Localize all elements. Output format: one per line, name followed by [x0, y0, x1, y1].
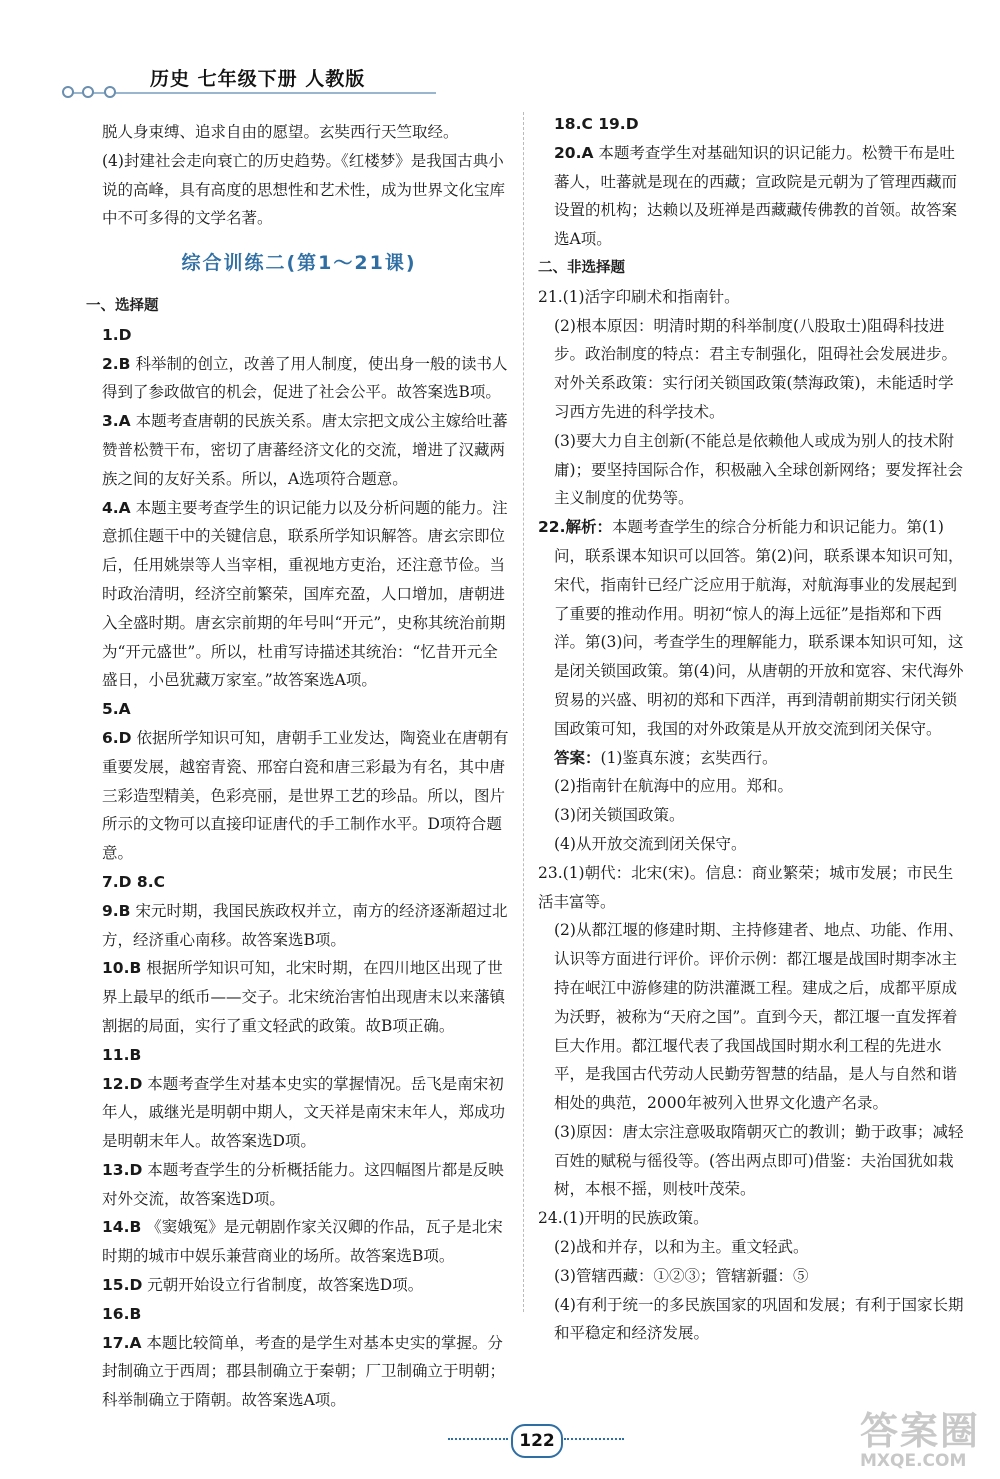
- answer-number: 5.A: [102, 700, 131, 719]
- answer-number: 2.B: [102, 354, 131, 373]
- question-21-part: (2)根本原因：明清时期的科举制度(八股取士)阻碍科技进步。政治制度的特点：君主专制强化，阻碍社会发展进步。对外关系政策：实行闭关锁国政策(禁海政策)，未能适时学习西方先进的科学技术。: [554, 316, 958, 421]
- question-22-label: 22.解析：: [538, 518, 612, 537]
- answer-number: 17.A: [102, 1333, 142, 1352]
- answer-number: 18.C 19.D: [554, 115, 639, 133]
- answer-item: [86, 407, 512, 493]
- right-column: [538, 110, 968, 1348]
- header-dot: [82, 86, 94, 98]
- header-rule: [66, 92, 436, 94]
- subsection-title: 二、非选择题: [538, 259, 625, 276]
- answer-label: 答案：: [554, 748, 601, 767]
- answer-item: [86, 954, 512, 1040]
- header-title: 历史 七年级下册 人教版: [150, 68, 366, 90]
- answer-item: [86, 695, 512, 724]
- answer-number: 15.D: [102, 1276, 143, 1295]
- answer-item: [86, 350, 512, 408]
- watermark-logo: [860, 1400, 990, 1475]
- answer-item: [86, 1156, 512, 1214]
- answer-line: (2)指南针在航海中的应用。郑和。: [554, 777, 793, 796]
- header-dot: [62, 86, 74, 98]
- intro-paragraph: (4)封建社会走向衰亡的历史趋势。《红楼梦》是我国古典小说的高峰，具有高度的思想性和艺术性，成为世界文化宝库中不可多得的文学名著。: [102, 151, 506, 228]
- question-24-part: (4)有利于统一的多民族国家的巩固和发展；有利于国家长期和平稳定和经济发展。: [554, 1295, 964, 1343]
- answer-number: 1.D: [102, 325, 132, 344]
- answer-explanation: 本题考查学生对基础知识的识记能力。松赞干布是吐蕃人，吐蕃就是现在的西藏；宣政院是元朝为了管理西藏而设置的机构；达赖以及班禅是西藏藏传佛教的首领。故答案选A项。: [554, 143, 958, 249]
- answer-number: 6.D: [102, 728, 132, 747]
- answer-text: (1)鉴真东渡；玄奘西行。: [600, 748, 778, 767]
- answer-item: [86, 1213, 512, 1271]
- answer-explanation: 宋元时期，我国民族政权并立，南方的经济逐渐超过北方，经济重心南移。故答案选B项。: [102, 901, 508, 949]
- question-23-part: 23.(1)朝代：北宋(宋)。信息：商业繁荣；城市发展；市民生活丰富等。: [538, 863, 954, 911]
- question-24-part: (3)管辖西藏：①②③；管辖新疆：⑤: [554, 1266, 809, 1285]
- answer-list: [86, 321, 512, 1415]
- column-divider: [523, 112, 524, 1312]
- page-number: 122: [511, 1424, 563, 1458]
- answer-item: [86, 1300, 512, 1329]
- answer-explanation: 根据所学知识可知，北宋时期，在四川地区出现了世界上最早的纸币——交子。北宋统治害怕出现唐末以来藩镇割据的局面，实行了重文轻武的政策。故B项正确。: [102, 959, 506, 1035]
- question-24-part: (2)战和并存，以和为主。重文轻武。: [554, 1238, 809, 1257]
- answer-item: [86, 724, 512, 868]
- answer-explanation: 本题考查唐朝的民族关系。唐太宗把文成公主嫁给吐蕃赞普松赞干布，密切了唐蕃经济文化的交流，增进了汉藏两族之间的友好关系。所以，A选项符合题意。: [102, 412, 508, 488]
- answer-number: 20.A: [554, 143, 594, 162]
- answer-line: (4)从开放交流到闭关保守。: [554, 834, 747, 853]
- question-24-part: 24.(1)开明的民族政策。: [538, 1209, 709, 1228]
- answer-number: 16.B: [102, 1304, 142, 1323]
- answer-number: 3.A: [102, 412, 131, 431]
- answer-line: [538, 744, 968, 773]
- answer-number: 9.B: [102, 901, 131, 920]
- header-dot: [104, 86, 116, 98]
- footer-dots: [448, 1438, 508, 1440]
- answer-line: (3)闭关锁国政策。: [554, 806, 685, 825]
- answer-item: [538, 110, 968, 139]
- question-23-part: (2)从都江堰的修建时期、主持修建者、地点、功能、作用、认识等方面进行评价。评价示例：都江堰是战国时期李冰主持在岷江中游修建的防洪灌溉工程。建成之后，成都平原成为沃野，被称为“天府之国”。直到今天，都江堰一直发挥着巨大作用。都江堰代表了我国战国时期水利工程的先进水平，是我国古代劳动人民勤劳智慧的结晶，是人与自然和谐相处的典范，2000年被列入世界文化遗产名录。: [554, 921, 964, 1113]
- answer-explanation: 本题考查学生对基本史实的掌握情况。岳飞是南宋初年人，戚继光是明朝中期人，文天祥是南宋末年人，郑成功是明朝末年人。故答案选D项。: [102, 1074, 506, 1151]
- watermark-text: 答案圈: [860, 1409, 981, 1453]
- answer-item: [86, 494, 512, 696]
- answer-item: [538, 139, 968, 254]
- answer-number: 14.B: [102, 1218, 142, 1237]
- subsection-title: 一、选择题: [86, 297, 159, 314]
- intro-line: 脱人身束缚、追求自由的愿望。玄奘西行天竺取经。: [102, 123, 459, 141]
- answer-item: [86, 1070, 512, 1156]
- left-column: [86, 118, 512, 1415]
- answer-number: 12.D: [102, 1074, 143, 1093]
- page-footer: [448, 1420, 638, 1460]
- answer-explanation: 《窦娥冤》是元朝剧作家关汉卿的作品，瓦子是北宋时期的城市中娱乐兼营商业的场所。故答案选B项。: [102, 1218, 503, 1266]
- answer-explanation: 本题考查学生的分析概括能力。这四幅图片都是反映对外交流，故答案选D项。: [102, 1160, 504, 1208]
- answer-explanation: 本题比较简单，考查的是学生对基本史实的掌握。分封制确立于西周；郡县制确立于秦朝；厂卫制确立于明朝；科举制确立于隋朝。故答案选A项。: [102, 1333, 506, 1410]
- answer-item: [86, 1271, 512, 1300]
- page-header: [66, 60, 446, 110]
- answer-number: 4.A: [102, 498, 131, 517]
- question-21-part: 21.(1)活字印刷术和指南针。: [538, 287, 740, 306]
- footer-dots: [564, 1438, 624, 1440]
- answer-explanation: 本题主要考查学生的识记能力以及分析问题的能力。注意抓住题干中的关键信息，联系所学知识解答。唐玄宗即位后，任用姚崇等人当宰相，重视地方吏治，还注意节俭。当时政治清明，经济空前繁荣，国库充盈，人口增加，唐朝进入全盛时期。唐玄宗前期的年号叫“开元”，史称其统治前期为“开元盛世”。所以，杜甫写诗描述其统治：“忆昔开元全盛日，小邑犹藏万家室。”故答案选A项。: [102, 498, 508, 690]
- answer-explanation: 科举制的创立，改善了用人制度，使出身一般的读书人得到了参政做官的机会，促进了社会公平。故答案选B项。: [102, 354, 508, 402]
- answer-item: [86, 868, 512, 897]
- section-title: 综合训练二(第1～21课): [181, 252, 417, 275]
- watermark-domain: MXQE.COM: [860, 1451, 967, 1471]
- answer-number: 11.B: [102, 1045, 142, 1064]
- answer-explanation: 依据所学知识可知，唐朝手工业发达，陶瓷业在唐朝有重要发展，越窑青瓷、邢窑白瓷和唐三彩最为有名，其中唐三彩造型精美，色彩亮丽，是世界工艺的珍品。所以，图片所示的文物可以直接印证唐代的手工制作水平。D项符合题意。: [102, 728, 509, 863]
- answer-number: 7.D 8.C: [102, 872, 165, 891]
- answer-number: 13.D: [102, 1160, 143, 1179]
- answer-number: 10.B: [102, 959, 142, 978]
- question-23-part: (3)原因：唐太宗注意吸取隋朝灭亡的教训；勤于政事；减轻百姓的赋税与徭役等。(答出两点即可)借鉴：夫治国犹如栽树，本根不摇，则枝叶茂荣。: [554, 1122, 964, 1199]
- answer-item: [86, 1041, 512, 1070]
- question-22-analysis: 本题考查学生的综合分析能力和识记能力。第(1)问，联系课本知识可以回答。第(2)问，联系课本知识可知，宋代，指南针已经广泛应用于航海，对航海事业的发展起到了重要的推动作用。明初“惊人的海上远征”是指郑和下西洋。第(3)问，考查学生的理解能力，联系课本知识可知，这是闭关锁国政策。第(4)问，从唐朝的开放和宽容、宋代海外贸易的兴盛、明初的郑和下西洋，再到清朝前期实行闭关锁国政策可知，我国的对外政策是从开放交流到闭关保守。: [554, 518, 964, 738]
- answer-explanation: 元朝开始设立行省制度，故答案选D项。: [147, 1276, 424, 1295]
- question-21-part: (3)要大力自主创新(不能总是依赖他人或成为别人的技术附庸)；要坚持国际合作，积极融入全球创新网络；要发挥社会主义制度的优势等。: [554, 431, 964, 508]
- answer-list: [538, 110, 968, 254]
- answer-item: [86, 321, 512, 350]
- answer-item: [86, 1329, 512, 1415]
- question-22: [538, 513, 968, 743]
- answer-item: [86, 897, 512, 955]
